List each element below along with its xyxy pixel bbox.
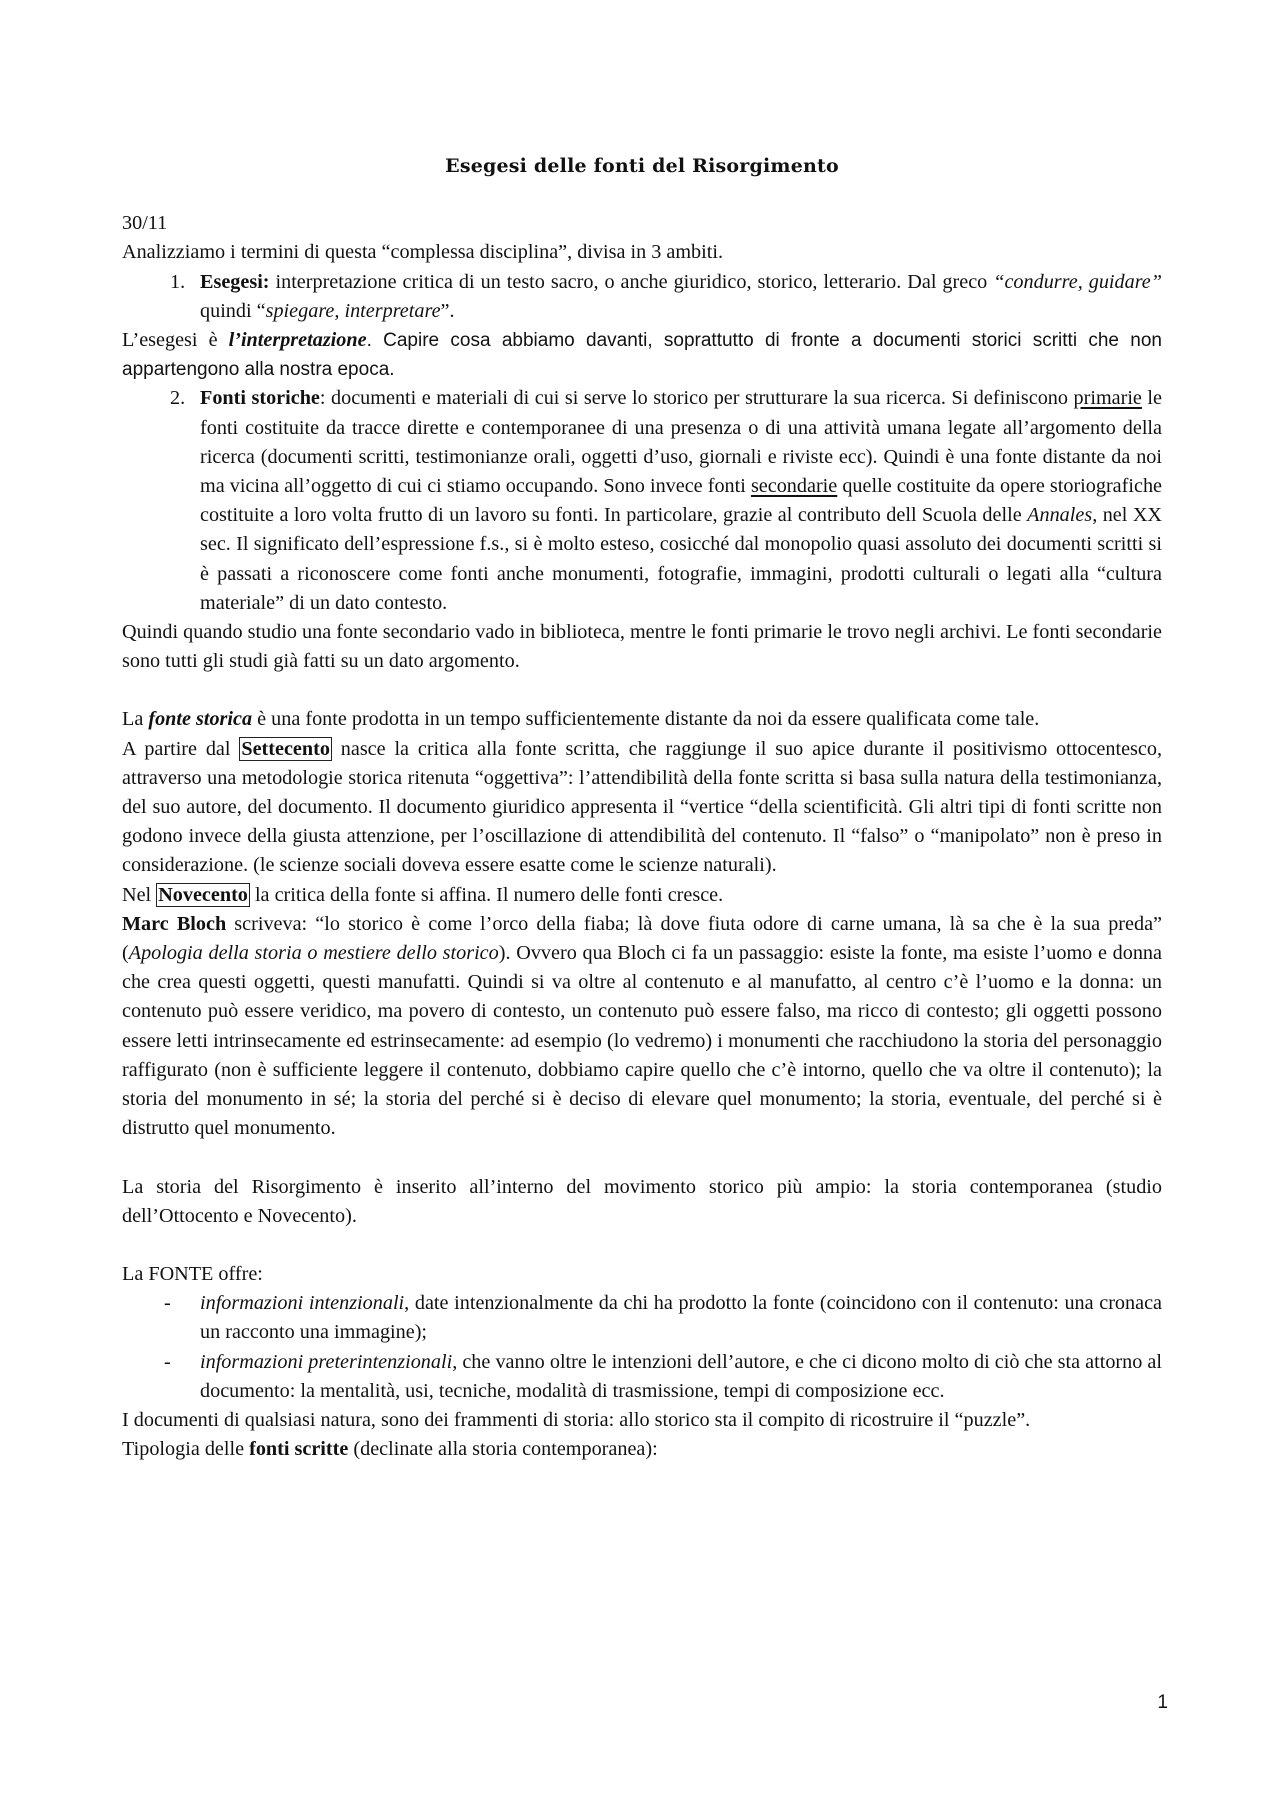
settecento-paragraph: A partire dal Settecento nasce la critica alla fonte scritta, che raggiunge il suo apice durante il positivismo ottocentesco, attraverso una metodologie storica ritenuta “oggettiva”: l’attendibilità della fonte scritta si basa sulla natura della testimonianza, del suo autore, del documento. Il documento giuridico appresenta il “vertice “della scientificità. Gli altri tipi di fonti scritte non godono invece della giusta attenzione, per l’oscillazione di attendibilità del contenuto. Il “falso” o “manipolato” non è preso in considerazione. (le scienze sociali doveva essere esatte come le scienze naturali). (122, 737, 1162, 877)
list-number: 2. (170, 387, 186, 410)
boxed-novecento: Novecento (158, 883, 248, 906)
spacer (122, 1144, 1162, 1173)
document-title: Esegesi delle fonti del Risorgimento (445, 155, 839, 177)
tipologia-paragraph: Tipologia delle fonti scritte (declinate alla storia contemporanea): (122, 1438, 658, 1461)
underlined-primarie: primarie (1073, 387, 1142, 410)
date-line: 30/11 (122, 212, 168, 235)
bullet-dash: - (164, 1292, 171, 1315)
list-number: 1. (170, 270, 186, 293)
author-name: Marc Bloch (122, 912, 227, 935)
book-title: Apologia della storia o mestiere dello storico (128, 942, 499, 965)
fonte-storica-paragraph: La fonte storica è una fonte prodotta in un tempo sufficientemente distante da noi da essere qualificata come tale. (122, 708, 1040, 731)
bullet-item-preterintenzionali: - informazioni preterintenzionali, che vanno oltre le intenzioni dell’autore, e che ci dicono molto di ciò che sta attorno al documento: la mentalità, usi, tecniche, modalità di trasmissione, tempi di composizione ecc. (122, 1348, 1162, 1406)
bullet-item-intenzionali: - informazioni intenzionali, date intenzionalmente da chi ha prodotto la fonte (coincidono con il contenuto: una cronaca un racconto una immagine); (122, 1289, 1162, 1347)
fonte-offre-heading: La FONTE offre: (122, 1262, 263, 1285)
bullet-dash: - (164, 1350, 171, 1373)
boxed-settecento: Settecento (241, 737, 330, 760)
intro-paragraph: Analizziamo i termini di questa “complessa disciplina”, divisa in 3 ambiti. (122, 241, 723, 264)
page-number: 1 (1157, 1692, 1168, 1713)
list-item-esegesi: 1. Esegesi: interpretazione critica di un testo sacro, o anche giuridico, storico, letterario. Dal greco “condurre, guidare” quindi “spiegare, interpretare”. (122, 268, 1162, 326)
risorgimento-paragraph: La storia del Risorgimento è inserito all’interno del movimento storico più ampio: la storia contemporanea (studio dell’Ottocento e Novecento). (122, 1175, 1162, 1227)
term-fonti-storiche: Fonti storiche (200, 387, 320, 410)
bloch-paragraph: Marc Bloch scriveva: “lo storico è come l’orco della fiaba; là dove fiuta odore di carne umana, là sa che è la sua preda” (Apologia della storia o mestiere dello storico). Ovvero qua Bloch ci fa un passaggio: esiste la fonte, ma esiste l’uomo e donna che crea questi oggetti, questi manufatti. Quindi si va oltre al contenuto e al manufatto, al centro c’è l’uomo e la donna: un contenuto può essere veridico, ma povero di contesto, un contenuto può essere falso, ma ricco di contesto; gli oggetti possono essere letti intrinsecamente ed estrinsecamente: ad esempio (lo vedremo) i monumenti che racchiudono la storia del personaggio raffigurato (non è sufficiente leggere il contenuto, dobbiamo capire quello che c’è intorno, quello che va oltre il contenuto); la storia del monumento in sé; la storia del perché si è deciso di elevare quel monumento; la storia, eventuale, del perché si è distrutto quel monumento. (122, 912, 1162, 1140)
term-esegesi: Esegesi: (200, 270, 270, 293)
spacer (122, 1231, 1162, 1260)
novecento-paragraph: Nel Novecento la critica della fonte si affina. Il numero delle fonti cresce. (122, 883, 724, 906)
esegesi-paragraph: L’esegesi è l’interpretazione. Capire cosa abbiamo davanti, soprattutto di fronte a documenti storici scritti che non appartengono alla nostra epoca. (122, 329, 1162, 381)
list-item-fonti-storiche: 2. Fonti storiche: documenti e materiali di cui si serve lo storico per strutturare la sua ricerca. Si definiscono primarie le fonti costituite da tracce dirette e contemporanee di una presenza o di una attività umana legate all’argomento della ricerca (documenti scritti, testimonianze orali, oggetti d’uso, giornali e riviste ecc). Quindi è una fonte distante da noi ma vicina all’oggetto di cui ci stiamo occupando. Sono invece fonti secondarie quelle costituite da opere storiografiche costituite a loro volta frutto di un lavoro su fonti. In particolare, grazie al contributo dell Scuola delle Annales, nel XX sec. Il significato dell’espressione f.s., si è molto esteso, cosicché dal monopolio quasi assoluto dei documenti scritti si è passati a riconoscere come fonti anche monumenti, fotografie, immagini, prodotti culturali o legati alla “cultura materiale” di un dato contesto. (122, 384, 1162, 618)
documenti-paragraph: I documenti di qualsiasi natura, sono dei frammenti di storia: allo storico sta il compito di ricostruire il “puzzle”. (122, 1408, 1031, 1431)
document-body (122, 152, 1162, 1464)
underlined-secondarie: secondarie (750, 475, 838, 498)
fonti-secondarie-paragraph: Quindi quando studio una fonte secondario vado in biblioteca, mentre le fonti primarie le trovo negli archivi. Le fonti secondarie sono tutti gli studi già fatti su un dato argomento. (122, 621, 1162, 673)
spacer (122, 676, 1162, 705)
